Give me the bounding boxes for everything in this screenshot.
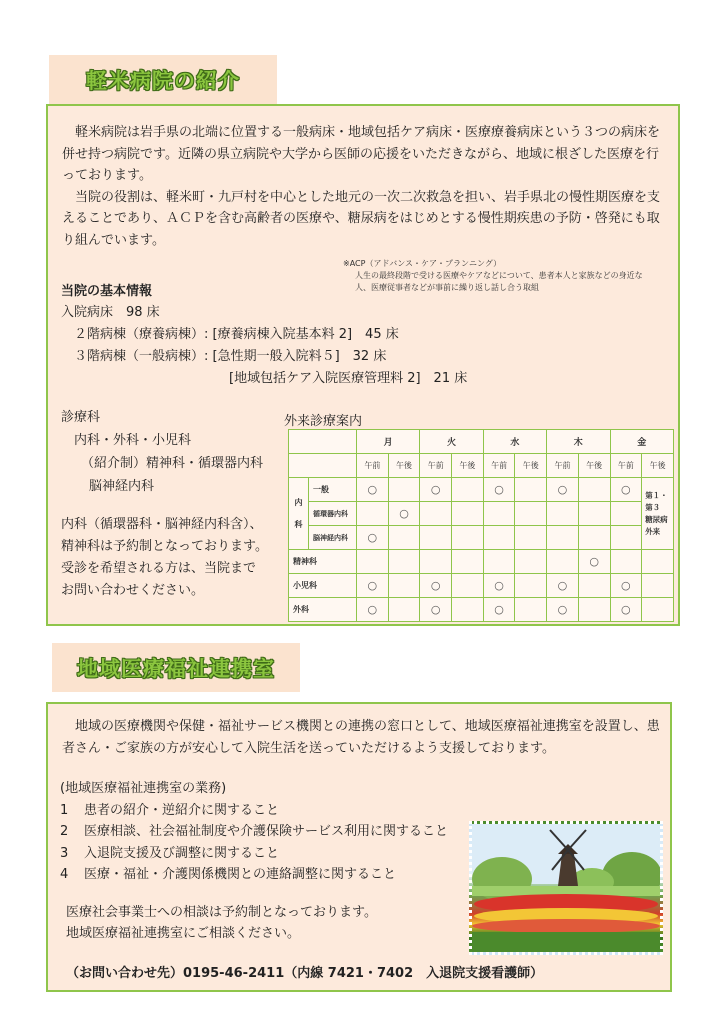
note-line: 第１・第３: [645, 490, 668, 512]
duty-number: 3: [60, 845, 69, 861]
am-header: 午前: [420, 454, 452, 478]
schedule-mark: ○: [483, 598, 515, 622]
pm-header: 午後: [388, 454, 420, 478]
duty-text: 患者の紹介・逆紹介に関すること: [84, 802, 280, 818]
table-row: [289, 598, 674, 622]
row-label-shouni: 小児科: [289, 574, 357, 598]
intro-text: [62, 122, 667, 251]
table-corner: [289, 454, 357, 478]
table-row: [289, 478, 674, 502]
note-line: 内科（循環器科・脳神経内科含）、: [61, 517, 263, 532]
schedule-mark: ○: [483, 478, 515, 502]
table-row: [289, 502, 674, 526]
row-label-noushinkei: 脳神経内科: [309, 526, 357, 550]
beds-total: 入院病床 98 床: [61, 305, 160, 320]
table-row: [289, 574, 674, 598]
day-header: 火: [420, 430, 483, 454]
schedule-mark: ○: [357, 478, 389, 502]
row-label-junkanki: 循環器内科: [309, 502, 357, 526]
list-item: [60, 864, 520, 886]
schedule-mark: ○: [388, 502, 420, 526]
table-row: [289, 526, 674, 550]
pm-header: 午後: [642, 454, 674, 478]
list-item: [60, 821, 520, 843]
acp-note-line: 人、医療従事者などが事前に繰り返し話し合う取組: [355, 283, 539, 292]
day-header: 水: [483, 430, 546, 454]
intro-paragraph-1: 軽米病院は岩手県の北端に位置する一般病床・地域包括ケア病床・医療療養病床という３つの病床を併せ持つ病院です。近隣の県立病院や大学から医師の応援をいただきながら、地域に根ざした医療を行っております。: [62, 125, 661, 183]
schedule-mark: ○: [578, 550, 610, 574]
note-line: 医療社会事業士への相談は予約制となっております。: [66, 905, 377, 920]
naika-char: 内: [294, 497, 303, 507]
schedule-mark: ○: [357, 574, 389, 598]
note-line: お問い合わせください。: [61, 583, 205, 598]
contact-info: （お問い合わせ先）0195-46-2411（内線 7421・7402 入退院支援看護師）: [66, 966, 544, 981]
naika-label: [289, 478, 309, 550]
acp-note-line: 人生の最終段階で受ける医療やケアなどについて、患者本人と家族などの身近な: [355, 271, 643, 280]
consultation-note: [66, 902, 486, 944]
duties-title: (地域医療福祉連携室の業務): [60, 781, 227, 796]
departments: [61, 406, 291, 498]
table-corner: [289, 430, 357, 454]
am-header: 午前: [357, 454, 389, 478]
schedule-mark: ○: [610, 598, 642, 622]
note-line: 受診を希望される方は、当院まで: [61, 561, 257, 576]
am-header: 午前: [610, 454, 642, 478]
liaison-intro-text: 地域の医療機関や保健・福祉サービス機関との連携の窓口として、地域医療福祉連携室を設置し、患者さん・ご家族の方が安心して入院生活を送っていただけるよう支援しております。: [62, 719, 660, 756]
pm-header: 午後: [452, 454, 484, 478]
day-header: 月: [357, 430, 420, 454]
ward-2: ２階病棟（療養病棟）: [療養病棟入院基本料 2] 45 床: [74, 327, 399, 342]
table-row: [289, 430, 674, 454]
ward-3: ３階病棟（一般病棟）: [急性期一般入院料５] 32 床: [74, 349, 387, 364]
note-line: 地域医療福祉連携室にご相談ください。: [66, 926, 301, 941]
note-line: 精神科は予約制となっております。: [61, 539, 268, 554]
liaison-intro: [62, 716, 662, 760]
day-header: 木: [547, 430, 610, 454]
schedule-mark: ○: [547, 574, 579, 598]
bed-info: [61, 302, 581, 390]
duty-number: 4: [60, 867, 69, 882]
row-label-seishin: 精神科: [289, 550, 357, 574]
friday-diabetes-note: [642, 478, 674, 550]
acp-note: [343, 258, 663, 294]
duty-number: 1: [60, 802, 69, 818]
schedule-mark: ○: [420, 574, 452, 598]
duty-number: 2: [60, 824, 69, 839]
dept-title: 診療科: [61, 410, 101, 425]
schedule-mark: ○: [547, 598, 579, 622]
dept-line: 内科・外科・小児科: [74, 433, 192, 448]
row-label-geka: 外科: [289, 598, 357, 622]
am-header: 午前: [483, 454, 515, 478]
reservation-note: [61, 514, 291, 602]
schedule-mark: ○: [357, 598, 389, 622]
duty-text: 医療相談、社会福祉制度や介護保険サービス利用に関すること: [84, 824, 449, 839]
note-line: 外来: [645, 526, 661, 536]
schedule-mark: ○: [547, 478, 579, 502]
list-item: [60, 843, 520, 865]
schedule-mark: ○: [483, 574, 515, 598]
schedule-caption: 外来診療案内: [284, 414, 363, 429]
schedule-mark: ○: [610, 478, 642, 502]
dept-line: （紹介制）精神科・循環器内科: [81, 456, 264, 471]
schedule-mark: ○: [420, 478, 452, 502]
schedule-mark: ○: [420, 598, 452, 622]
community-liaison-panel: [46, 702, 672, 992]
hospital-intro-panel: [46, 104, 680, 626]
acp-note-title: ※ACP（アドバンス・ケア・プランニング）: [343, 259, 502, 268]
basic-info-title: 当院の基本情報: [61, 284, 153, 299]
outpatient-schedule-table: [288, 429, 674, 622]
duty-text: 入退院支援及び調整に関すること: [84, 845, 280, 861]
duty-text: 医療・福祉・介護関係機関との連絡調整に関すること: [84, 867, 397, 882]
row-label-ippan: 一般: [309, 478, 357, 502]
schedule-mark: ○: [610, 574, 642, 598]
schedule-mark: ○: [357, 526, 389, 550]
intro-paragraph-2: 当院の役割は、軽米町・九戸村を中心とした地元の一次二次救急を担い、岩手県北の慢性期医療を支えることであり、ＡＣＰを含む高齢者の医療や、糖尿病をはじめとする慢性期疾患の予防・啓発にも取り組んでいます。: [62, 189, 661, 248]
section-title-hospital-intro: 軽米病院の紹介: [49, 55, 277, 104]
table-row: [289, 454, 674, 478]
am-header: 午前: [547, 454, 579, 478]
pm-header: 午後: [515, 454, 547, 478]
section-title-community-liaison: 地域医療福祉連携室: [52, 643, 300, 692]
table-row: [289, 550, 674, 574]
pm-header: 午後: [578, 454, 610, 478]
naika-char: 科: [294, 519, 303, 529]
windmill-illustration: [472, 824, 660, 952]
tulip-windmill-photo: [469, 821, 663, 955]
day-header: 金: [610, 430, 674, 454]
ward-3-extra: [地域包括ケア入院医療管理料 2] 21 床: [229, 371, 468, 386]
duties-list: [60, 778, 520, 886]
list-item: [60, 800, 520, 822]
note-line: 糖尿病: [645, 514, 668, 524]
dept-line: 脳神経内科: [89, 479, 155, 494]
